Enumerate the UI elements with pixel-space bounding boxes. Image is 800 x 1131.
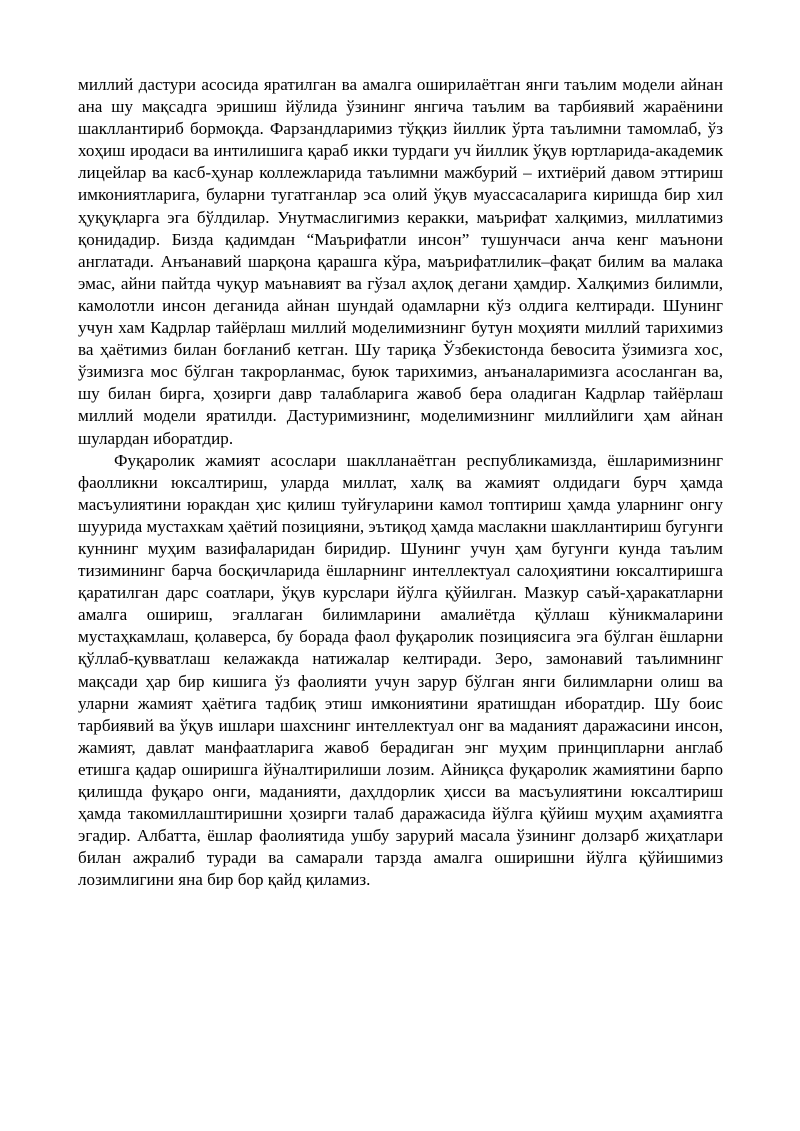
paragraph-continuation: миллий дастури асосида яратилган ва амалга оширилаётган янги таълим модели айнан ана шу мақсадга эришиш йўлида ўзининг янгича таълим ва тарбиявий жараёнини шакллантириб бормоқда. Фарзандларимиз тўққиз йиллик ўрта таълимни тамомлаб, ўз хоҳиш иродаси ва интилишига қараб икки турдаги уч йиллик ўқув юртларида-академик лицейлар ва касб-ҳунар коллежларида таълимни мажбурий – ихтиёрий давом эттириш имкониятларига, буларни тугатганлар эса олий ўқув муассасаларига киришда бир хил ҳуқуқларга эга бўлдилар. Унутмаслигимиз керакки, маърифат халқимиз, миллатимиз қонидадир. Бизда қадимдан “Маърифатли инсон” тушунчаси анча кенг маънони англатади. Анъанавий шарқона қарашга кўра, маърифатлилик–фақат билим ва малака эмас, айни пайтда чуқур маънавият ва гўзал аҳлоқ дегани ҳамдир. Халқимиз билимли, камолотли инсон деганида айнан шундай одамларни кўз олдига келтиради. Шунинг учун хам Кадрлар тайёрлаш миллий моделимизнинг бутун моҳияти миллий тарихимиз ва ҳаётимиз билан боғланиб кетган. Шу тариқа Ўзбекистонда бевосита ўзимизга хос, ўзимизга мос бўлган такрорланмас, буюк тарихимиз, анъаналаримизга асосланган ва, шу билан бирга, ҳозирги давр талабларига жавоб бера оладиган Кадрлар тайёрлаш миллий модели яратилди. Дастуримизнинг, моделимизнинг миллийлиги ҳам айнан шулардан иборатдир.	[78, 75, 723, 448]
document-page	[78, 74, 723, 891]
paragraph-civil-society: Фуқаролик жамият асослари шаклланаётган республикамизда, ёшларимизнинг фаолликни юксалтириш, уларда миллат, халқ ва жамият олдидаги бурч ҳамда масъулиятини юракдан ҳис қилиш туйғуларини камол топтириш ҳамда уларнинг онгу шуурида мустахкам ҳаётий позицияни, эътиқод ҳамда маслакни шакллантириш бугунги куннинг муҳим вазифаларидан биридир. Шунинг учун ҳам бугунги кунда таълим тизимининг барча босқичларида ёшларнинг интеллектуал салоҳиятини юксалтиришга қаратилган дарс соатлари, ўқув курслари йўлга қўйилган. Мазкур саъй-ҳаракатларни амалга ошириш, эгаллаган билимларини амалиётда қўллаш кўникмаларини мустаҳкамлаш, қолаверса, бу борада фаол фуқаролик позициясига эга бўлган ёшларни қўллаб-қувватлаш келажакда натижалар келтиради. Зеро, замонавий таълимнинг мақсади ҳар бир кишига ўз фаолияти учун зарур бўлган янги билимларни олиш ва уларни жамият ҳаётига тадбиқ этиш имкониятини яратишдан иборатдир. Шу боис тарбиявий ва ўқув ишлари шахснинг интеллектуал онг ва маданият даражасини инсон, жамият, давлат манфаатларига жавоб берадиган энг муҳим принципларни англаб етишга қадар оширишга йўналтирилиши лозим. Айниқса фуқаролик жамиятини барпо қилишда фуқаро онги, маданияти, даҳлдорлик ҳисси ва масъулиятини юксалтириш ҳамда такомиллаштиришни ҳозирги талаб даражасида йўлга қўйиш муҳим аҳамиятга эгадир. Албатта, ёшлар фаолиятида ушбу зарурий масала ўзининг долзарб жиҳатлари билан ажралиб туради ва самарали тарзда амалга оширишни йўлга қўйишимиз лозимлигини яна бир бор қайд қиламиз.	[78, 450, 723, 890]
